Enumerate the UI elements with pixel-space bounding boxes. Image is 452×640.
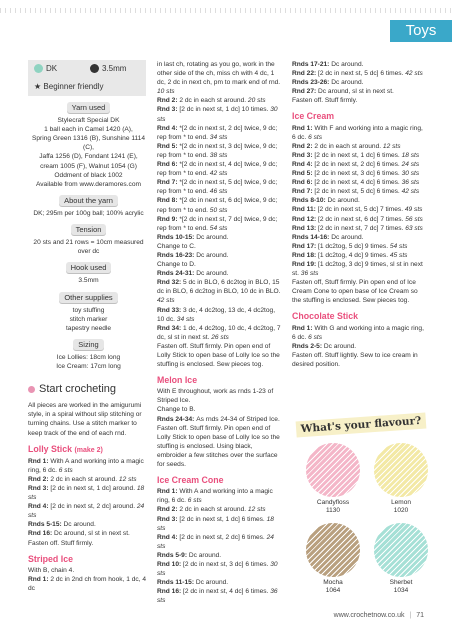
instruction-row <box>292 69 424 78</box>
swatch-name: Lemon <box>391 499 411 506</box>
chocolate-instructions <box>292 324 424 369</box>
instruction-row <box>157 306 284 324</box>
instruction-row <box>292 78 424 87</box>
round-text: [1 dc2tog, 5 dc] 9 times. <box>318 242 389 250</box>
round-label: Rnd 4: <box>157 124 180 132</box>
round-label: Rnds 5-15: <box>28 521 64 529</box>
stitch-count: 63 sts <box>403 224 423 232</box>
footer-url: www.crochetnow.co.uk <box>333 612 405 619</box>
instruction-row <box>157 551 284 560</box>
instruction-row <box>157 505 284 514</box>
instruction-row <box>157 487 284 505</box>
yarn-line: Spring Green 1316 (B), Sunshine 1114 (C), <box>31 135 146 152</box>
instruction-row <box>157 342 284 369</box>
instruction-row <box>28 502 149 520</box>
yarn-ball-label <box>308 579 358 595</box>
round-label: Rnds 16-23: <box>157 251 197 259</box>
round-label: Rnd 6: <box>292 179 315 187</box>
round-label: Rnd 3: <box>292 151 315 159</box>
yarn-line: Jaffa 1256 (D), Fondant 1241 (E), <box>39 153 138 161</box>
stitch-count: 42 sts <box>207 170 228 178</box>
tension-text <box>28 238 149 256</box>
start-crocheting-heading <box>28 385 149 394</box>
other-supplies-heading: Other supplies <box>59 292 117 303</box>
instruction-row <box>292 205 424 214</box>
round-label: Rnd 6: <box>157 161 180 169</box>
hook-icon <box>90 64 99 73</box>
round-label: Rnd 4: <box>28 503 51 511</box>
round-text: With F and working into a magic ring, 6 dc. <box>292 124 423 141</box>
instruction-row <box>157 405 284 414</box>
instruction-row <box>28 529 149 538</box>
stitch-count: 42 sts <box>399 188 420 196</box>
round-text: *[2 dc in next st, 7 dc] twice, 9 dc; rep from * to end. <box>157 215 278 232</box>
instruction-row <box>157 587 284 605</box>
instruction-row <box>157 196 284 214</box>
stitch-count: 18 sts <box>399 151 420 159</box>
stitch-count: 34 sts <box>207 133 228 141</box>
round-text: Fasten off, Stuff firmly. Pin open end of Ice Cream Cone to open base of Ice Cream so the stuffing is enclosed. Sew pieces tog. <box>292 279 418 305</box>
round-text: [2 dc in next st, 4 dc] 6 times. <box>183 588 269 596</box>
instruction-row <box>292 351 424 369</box>
instruction-row <box>157 242 284 251</box>
round-text: 1 dc, 4 dc2tog, 10 dc, 4 dc2tog, 7 dc, sl st in next st. <box>157 324 281 341</box>
stitch-count: 12 sts <box>381 142 401 150</box>
round-text: Dc around. <box>63 521 96 529</box>
lolly-stick-heading <box>28 445 149 455</box>
round-label: Rnd 5: <box>292 170 315 178</box>
level-label: Beginner friendly <box>43 82 104 91</box>
round-text: 2 dc in 2nd ch from hook, 1 dc, 4 dc <box>28 575 147 592</box>
stitch-count: 6 sts <box>56 466 73 474</box>
round-label: Rnd 27: <box>292 88 319 96</box>
round-text: *[2 dc in next st, 5 dc] twice, 9 dc; rep from * to end. <box>157 179 278 196</box>
stitch-count: 36 sts <box>157 588 278 605</box>
swatch-name: Candyfloss <box>316 499 350 506</box>
round-text: Dc around. <box>196 270 229 278</box>
round-label: Rnd 22: <box>292 70 319 78</box>
round-text: Dc around. <box>196 251 229 259</box>
instruction-row <box>292 260 424 278</box>
supplies-list <box>28 306 149 333</box>
instruction-row <box>157 233 284 242</box>
round-text: Dc around. <box>331 233 364 241</box>
stitch-count: 42 sts <box>403 70 423 78</box>
flavour-panel <box>292 415 442 605</box>
round-label: Rnd 3: <box>28 485 51 492</box>
round-text: *[2 dc in next st, 3 dc] twice, 9 dc; rep from * to end. <box>157 142 278 159</box>
round-label: Rnd 8: <box>157 197 180 205</box>
stitch-count: 30 sts <box>157 560 278 578</box>
about-yarn-text: DK; 295m per 100g ball; 100% acrylic <box>33 209 144 217</box>
stitch-count: 12 sts <box>246 506 266 514</box>
instruction-row <box>157 269 284 278</box>
round-label: Rnds 2-5: <box>292 342 324 350</box>
yarn-used-list <box>28 116 149 189</box>
start-title: Start crocheting <box>39 383 117 396</box>
melon-ice-heading: Melon Ice <box>157 375 198 386</box>
instruction-row <box>292 60 424 69</box>
round-text: 2 dc in each st around. <box>314 142 382 150</box>
round-text: [2 dc in next st, 4 dc] 6 times. <box>314 179 400 187</box>
stitch-count: 26 sts <box>209 333 229 341</box>
round-text: *[2 dc in next st, 2 dc] twice, 9 dc; rep from * to end. <box>157 124 278 141</box>
instruction-row <box>157 105 284 123</box>
instruction-row <box>292 187 424 196</box>
instruction-row <box>28 484 149 502</box>
round-text: Dc around. <box>196 233 229 241</box>
round-text: [2 dc in next st, 5 dc] 7 times. <box>317 206 404 214</box>
swatch-code: 1130 <box>326 507 340 514</box>
swatch-name: Mocha <box>323 579 343 586</box>
round-label: Rnd 11: <box>292 206 318 214</box>
round-text: Change to C. <box>157 242 196 250</box>
yarn-ball-label <box>376 499 426 515</box>
yarn-ball-label <box>308 499 358 515</box>
hook-label: 3.5mm <box>102 64 127 73</box>
stitch-count: 50 sts <box>207 206 228 214</box>
swatch-name: Sherbet <box>389 579 413 586</box>
instruction-row <box>292 196 424 205</box>
instruction-row <box>292 278 424 305</box>
striped-instructions <box>28 566 149 593</box>
round-text: Fasten off. Stuff firmly. Pin open end of Lolly Stick to open base of Lolly Ice so the stuffing is enclosed. Sew pieces tog. <box>157 342 280 369</box>
weight-label: DK <box>46 64 58 73</box>
round-text: Dc around, sl st in next st. <box>318 88 394 96</box>
round-label: Rnd 13: <box>292 224 319 232</box>
round-label: Rnd 9: <box>157 215 180 223</box>
stitch-count: 6 sts <box>306 333 323 341</box>
page-footer: www.crochetnow.co.uk | 71 <box>333 612 424 619</box>
round-text: in last ch, rotating as you go, work in the other side of the ch, miss ch with 4 dc, 1 dc, 2 dc in next ch, pm to mark end of rnd. <box>157 61 281 87</box>
instruction-row <box>292 224 424 233</box>
instruction-row <box>157 60 284 96</box>
instruction-row <box>157 515 284 533</box>
about-yarn-heading: About the yarn <box>59 195 118 206</box>
round-text: 2 dc in each st around. <box>179 506 247 514</box>
round-label: Rnd 12: <box>292 215 319 223</box>
round-label: Rnd 32: <box>157 279 184 287</box>
instruction-row <box>157 251 284 260</box>
top-ruler <box>0 8 452 13</box>
round-label: Rnd 3: <box>157 106 180 114</box>
instruction-row <box>157 278 284 305</box>
yarn-line: Stylecraft Special DK <box>57 117 120 125</box>
instruction-row <box>292 251 424 260</box>
stitch-count: 6 sts <box>306 133 323 141</box>
round-label: Rnd 1: <box>28 457 51 465</box>
instruction-row <box>157 215 284 233</box>
yarn-line: cream 1005 (F), Walnut 1054 (G) <box>40 162 137 170</box>
round-text: Dc around. <box>327 197 360 205</box>
sizing-heading: Sizing <box>73 339 103 350</box>
striped-continued <box>157 60 284 369</box>
flavour-title: What's your flavour? <box>296 412 427 437</box>
column-1 <box>28 60 149 593</box>
stitch-count: 36 sts <box>298 270 319 278</box>
weight-badge <box>34 64 57 73</box>
round-text: Fasten off. Stuff lightly. Sew to ice cream in desired position. <box>292 351 418 368</box>
stitch-count: 24 sts <box>399 160 420 168</box>
stitch-count: 12 sts <box>117 475 137 483</box>
striped-ice-heading: Striped Ice <box>28 553 73 564</box>
round-text: Dc around. <box>331 61 364 68</box>
round-text: [2 dc in next st, 7 dc] 7 times. <box>318 224 404 232</box>
stitch-count: 56 sts <box>403 215 423 223</box>
ice-cream-cone-heading: Ice Cream Cone <box>157 475 224 486</box>
round-label: Rnd 5: <box>157 142 180 150</box>
melon-instructions <box>157 387 284 469</box>
instruction-row <box>28 475 149 484</box>
instruction-row <box>292 242 424 251</box>
lolly-instructions <box>28 457 149 548</box>
hook-badge <box>90 64 126 73</box>
round-text: 5 dc in BLO, 6 dc2tog in BLO, 15 dc in BLO, 6 dc2tog in BLO, 10 dc in BLO. <box>157 279 281 296</box>
stitch-count: 36 sts <box>399 179 420 187</box>
page-number: 71 <box>416 612 424 619</box>
size-line: Ice Lollies: 18cm long <box>56 353 121 361</box>
instruction-row <box>28 539 149 548</box>
round-text: [2 dc in next st, 1 dc] 10 times. <box>179 106 269 114</box>
instruction-row <box>292 178 424 187</box>
tension-line: 20 sts and 21 rows = 10cm measured <box>33 239 144 247</box>
instruction-row <box>292 215 424 224</box>
instruction-row <box>157 178 284 196</box>
instruction-row <box>157 415 284 470</box>
round-label: Rnds 23-26: <box>292 79 332 87</box>
round-label: Rnd 10: <box>157 560 184 568</box>
instruction-row <box>292 151 424 160</box>
supply-item: tapestry needle <box>65 324 112 332</box>
cone-instructions <box>157 487 284 605</box>
stitch-count: 54 sts <box>388 242 408 250</box>
stitch-count: 10 sts <box>157 88 175 96</box>
level-badge <box>34 82 103 91</box>
round-text: As rnds 24-34 of Striped Ice. Fasten off. Stuff firmly. Pin open end of Lolly Stick to open base of Lolly Ice so the stuffing is enclosed. Using black, embroider a few stitches over the surface for seeds. <box>157 415 280 469</box>
round-label: Rnd 19: <box>292 260 319 268</box>
instruction-row <box>157 260 284 269</box>
ice-cream-heading: Ice Cream <box>292 111 335 122</box>
stitch-count: 6 sts <box>185 497 202 505</box>
round-text: 3 dc, 4 dc2tog, 13 dc, 4 dc2tog, 10 dc. <box>157 306 276 323</box>
instruction-row <box>28 575 149 593</box>
instruction-row <box>157 160 284 178</box>
stitch-count: 42 sts <box>157 297 175 305</box>
supply-item: toy stuffing <box>72 306 105 314</box>
stitch-count: 20 sts <box>246 97 266 105</box>
cone-continued <box>292 60 424 105</box>
swatch-code: 1064 <box>325 587 341 594</box>
stitch-count: 18 sts <box>28 485 145 502</box>
round-text: [2 dc in next st, 1 dc] 6 times. <box>179 515 265 523</box>
round-text: 2 dc in each st around. <box>50 475 118 483</box>
star-icon: ★ <box>34 82 42 91</box>
round-label: Rnd 16: <box>28 530 55 538</box>
yarn-ball-label <box>376 579 426 595</box>
round-text: 2 dc in each st around. <box>179 97 247 105</box>
round-text: Fasten off. Stuff firmly. <box>28 539 94 547</box>
instruction-row <box>157 324 284 342</box>
round-label: Rnds 8-10: <box>292 197 328 205</box>
yarn-ball-swatch <box>374 443 428 497</box>
supply-item: stitch marker <box>69 315 108 323</box>
round-label: Rnd 1: <box>292 124 315 132</box>
round-label: Rnds 14-16: <box>292 233 332 241</box>
instruction-row <box>157 578 284 587</box>
tension-heading: Tension <box>71 224 107 235</box>
round-label: Rnd 4: <box>292 160 315 168</box>
instruction-row <box>157 142 284 160</box>
round-text: [2 dc in next st, 2 dc] 6 times. <box>314 160 400 168</box>
round-label: Rnd 2: <box>28 475 51 483</box>
stitch-count: 45 sts <box>388 251 408 259</box>
round-text: Fasten off. Stuff firmly. <box>292 97 358 105</box>
instruction-row <box>157 96 284 105</box>
round-text: Dc around. <box>323 342 357 350</box>
round-text: *[2 dc in next st, 4 dc] twice, 9 dc; rep from * to end. <box>157 161 278 178</box>
yarn-ball-swatch <box>374 523 428 577</box>
instruction-row <box>157 533 284 551</box>
round-text: With A and working into a magic ring, 6 dc. <box>157 488 273 505</box>
round-label: Rnd 34: <box>157 324 184 332</box>
round-label: Rnd 3: <box>157 515 180 523</box>
round-label: Rnds 24-31: <box>157 270 197 278</box>
instruction-row <box>157 124 284 142</box>
yarn-line: Oddment of black 1002 <box>54 171 123 179</box>
lolly-note: (make 2) <box>74 446 103 454</box>
swatch-code: 1034 <box>393 587 409 594</box>
hook-used-heading: Hook used <box>66 262 112 273</box>
round-text: [1 dc2tog, 3 dc] 9 times, sl st in next st. <box>292 260 423 278</box>
instruction-row <box>28 457 149 475</box>
round-label: Rnds 11-15: <box>157 579 196 587</box>
stitch-count: 54 sts <box>207 224 228 232</box>
bullet-dot-icon <box>28 386 35 393</box>
instruction-row <box>292 96 424 105</box>
round-label: Rnd 16: <box>157 588 184 596</box>
instruction-row <box>292 160 424 169</box>
round-label: Rnds 5-9: <box>157 551 189 559</box>
yarn-ball-icon <box>34 64 43 73</box>
round-text: [2 dc in next st, 6 dc] 7 times. <box>318 215 404 223</box>
tension-line: over dc <box>77 248 100 256</box>
instruction-row <box>292 233 424 242</box>
stitch-count: 38 sts <box>207 151 228 159</box>
yarn-ball-swatch <box>306 443 360 497</box>
instruction-row <box>292 324 424 342</box>
round-label: Rnds 24-34: <box>157 415 197 423</box>
round-label: Rnd 7: <box>292 188 315 196</box>
instruction-row <box>157 387 284 405</box>
round-label: Rnd 17: <box>292 242 319 250</box>
round-label: Rnd 2: <box>157 97 180 105</box>
ice-cream-instructions <box>292 124 424 306</box>
round-label: Rnd 1: <box>157 488 180 496</box>
pattern-meta <box>28 60 146 96</box>
stitch-count: 46 sts <box>207 188 228 196</box>
yarn-used-heading: Yarn used <box>67 102 111 113</box>
stitch-count: 18 sts <box>157 515 274 532</box>
round-text: *[2 dc in next st, 6 dc] twice, 9 dc; rep from * to end. <box>157 197 278 214</box>
round-label: Rnd 7: <box>157 179 180 187</box>
round-text: Dc around. <box>188 551 222 559</box>
round-text: Change to B. <box>157 406 196 414</box>
stitch-count: 49 sts <box>403 206 423 214</box>
round-text: [2 dc in next st, 1 dc] 6 times. <box>314 151 400 159</box>
round-text: Dc around, sl st in next st. <box>54 530 130 538</box>
chocolate-stick-heading: Chocolate Stick <box>292 311 358 322</box>
round-label: Rnd 1: <box>28 575 51 583</box>
start-text: All pieces are worked in the amigurumi style, in a spiral without slip stitching or turning chains. Use a stitch marker to keep track of the end of each rnd. <box>28 402 142 437</box>
round-text: Dc around. <box>195 579 229 587</box>
stitch-count: 24 sts <box>157 533 274 550</box>
round-text: [2 dc in next st, 5 dc] 6 times. <box>318 70 404 78</box>
yarn-line: Available from www.deramores.com <box>35 180 142 188</box>
round-text: [1 dc2tog, 4 dc] 9 times. <box>318 251 389 259</box>
round-text: With B, chain 4. <box>28 566 75 574</box>
stitch-count: 30 sts <box>399 170 420 178</box>
hook-used-text: 3.5mm <box>78 277 99 285</box>
round-label: Rnd 4: <box>157 533 180 541</box>
stitch-count: 34 sts <box>174 315 195 323</box>
column-2 <box>157 60 284 605</box>
round-label: Rnd 18: <box>292 251 319 259</box>
round-label: Rnd 33: <box>157 306 184 314</box>
round-text: [2 dc in next st, 2 dc] 6 times. <box>179 533 265 541</box>
round-text: [2 dc in next st, 2 dc] around. <box>50 503 136 511</box>
round-text: With G and working into a magic ring, 6 dc. <box>292 324 424 341</box>
round-label: Rnd 2: <box>292 142 315 150</box>
round-text: Change to D. <box>157 261 196 269</box>
round-label: Rnd 1: <box>292 324 315 332</box>
instruction-row <box>292 342 424 351</box>
instruction-row <box>292 87 424 96</box>
stitch-count: 30 sts <box>157 106 278 123</box>
round-label: Rnd 2: <box>157 506 180 514</box>
section-tab: Toys <box>390 20 452 42</box>
yarn-line: 1 ball each in Camel 1420 (A), <box>44 126 133 134</box>
round-text: [2 dc in next st, 5 dc] 6 times. <box>314 188 400 196</box>
instruction-row <box>157 560 284 578</box>
swatch-code: 1020 <box>393 507 409 514</box>
stitch-count: 24 sts <box>28 503 145 520</box>
instruction-row <box>292 142 424 151</box>
instruction-row <box>28 520 149 529</box>
round-text: [2 dc in next st, 1 dc] around. <box>50 485 136 492</box>
instruction-row <box>28 566 149 575</box>
round-text: [2 dc in next st, 3 dc] 6 times. <box>183 560 269 568</box>
round-text: With E throughout, work as rnds 1-23 of Striped Ice. <box>157 388 274 405</box>
round-text: With A and working into a magic ring, 6 dc. <box>28 457 144 474</box>
round-text: [2 dc in next st, 3 dc] 6 times. <box>314 170 400 178</box>
lolly-title: Lolly Stick <box>28 443 72 454</box>
instruction-row <box>292 169 424 178</box>
yarn-ball-swatch <box>306 523 360 577</box>
sizing-list <box>28 353 149 371</box>
size-line: Ice Cream: 17cm long <box>56 363 121 371</box>
round-label: Rnds 10-15: <box>157 233 197 241</box>
column-3 <box>292 60 424 369</box>
round-label: Rnds 17-21: <box>292 61 332 68</box>
round-text: Dc around. <box>331 79 364 87</box>
instruction-row <box>292 124 424 142</box>
